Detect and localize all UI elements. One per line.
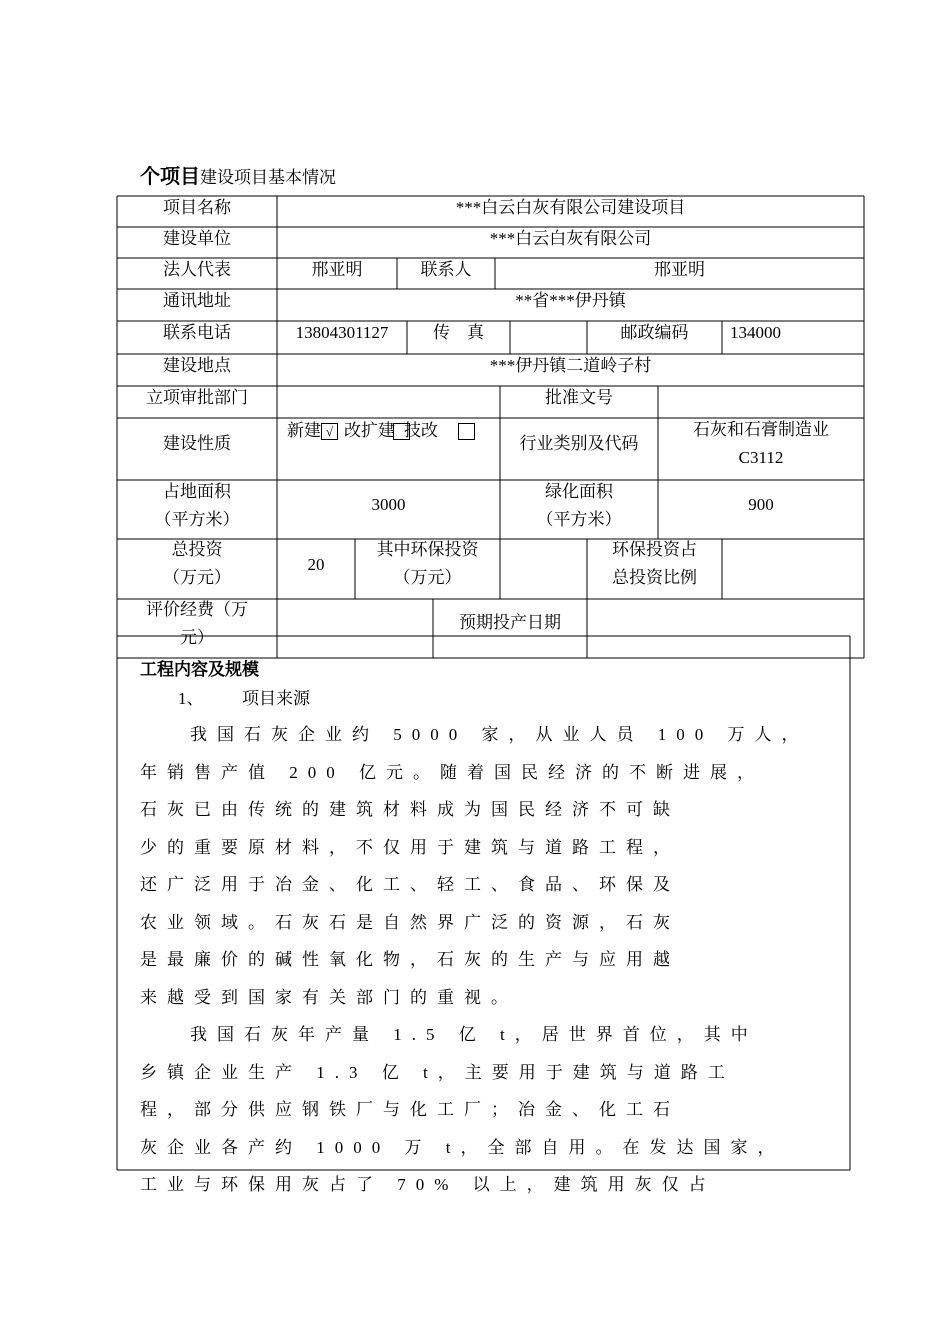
industry-name: 石灰和石膏制造业 [693,420,829,439]
paragraph-line: 来越受到国家有关部门的重视。 [140,987,518,1007]
industry-value [658,416,864,472]
land-area-label [117,478,277,534]
title-text: 建设项目基本情况 [200,168,336,187]
legal-rep-label: 法人代表 [163,259,231,279]
fee-label-2: 元） [180,628,214,647]
postcode-label: 邮政编码 [620,322,689,342]
project-name-label: 项目名称 [163,197,231,217]
paragraph-line: 农业领域。石灰石是自然界广泛的资源，石灰 [140,912,680,932]
fee-label-1: 评价经费（万 [146,600,248,619]
land-area-label-2: （平方米） [154,510,240,529]
fee-label [117,596,277,652]
production-date-value [587,599,864,651]
land-area-label-1: 占地面积 [163,482,231,501]
approval-doc-value [658,386,864,409]
postcode-value: 134000 [730,322,781,342]
green-area-label-2: （平方米） [536,510,622,529]
env-ratio-label-2: 总投资比例 [612,568,697,587]
paragraph-line: 我国石灰企业约 5000 家，从业人员 100 万人， [190,725,809,744]
option-tech-label: 技改 [404,421,438,440]
section-title: 工程内容及规模 [140,660,259,680]
phone-label: 联系电话 [163,322,231,342]
option-tech-checkbox[interactable] [458,423,475,440]
builder-label: 建设单位 [163,228,231,248]
paragraph-line: 是最廉价的碱性氧化物，石灰的生产与应用越 [140,950,680,969]
title-prefix: 个项目 [140,164,200,188]
paragraph-line: 石灰已由传统的建筑材料成为国民经济不可缺 [140,800,680,819]
land-area-value: 3000 [371,495,406,514]
green-area-value: 900 [748,495,774,514]
env-ratio-label [587,536,722,592]
paragraph-line: 年销售产值 200 亿元。随着国民经济的不断进展， [140,762,764,782]
subsection-number: 1、 [178,689,204,708]
investment-label [117,536,277,592]
production-date-label: 预期投产日期 [459,613,561,632]
fax-label: 传 真 [433,322,484,342]
option-expand-checkbox[interactable] [393,423,410,440]
site-label: 建设地点 [163,355,231,375]
paragraph-line: 灰企业各产约 1000 万 t，全部自用。在发达国家， [140,1137,785,1157]
investment-label-2: （万元） [163,568,231,587]
contact-value: 邢亚明 [654,259,705,279]
option-new-label: 新建 [287,421,321,440]
investment-label-1: 总投资 [171,540,223,559]
nature-label: 建设性质 [163,434,231,453]
env-investment-label-1: 其中环保投资 [376,540,479,559]
paragraph-line: 少的重要原材料，不仅用于建筑与道路工程， [140,837,680,857]
option-new-checkbox[interactable]: √ [321,423,338,440]
env-investment-value [500,539,587,591]
page-title [140,160,336,189]
green-area-label-1: 绿化面积 [545,482,613,501]
approval-doc-label: 批准文号 [545,387,613,407]
builder-value: ***白云白灰有限公司 [489,228,652,248]
address-value: **省***伊丹镇 [515,290,626,310]
project-name-value: ***白云白灰有限公司建设项目 [455,197,686,217]
paragraph-line: 工业与环保用灰占了 70% 以上，建筑用灰仅占 [140,1175,716,1194]
approval-value [277,386,500,409]
address-label: 通讯地址 [163,290,231,310]
nature-options [277,416,500,446]
env-ratio-value [722,539,864,591]
paragraph-2 [140,1016,830,1204]
approval-label: 立项审批部门 [146,387,248,407]
industry-label: 行业类别及代码 [519,434,639,453]
contact-label: 联系人 [420,259,472,279]
fax-value [510,321,587,344]
site-value: ***伊丹镇二道岭子村 [489,355,652,375]
subsection-heading [140,684,830,714]
subsection-title: 项目来源 [242,689,310,708]
paragraph-line: 程，部分供应钢铁厂与化工厂；冶金、化工石 [140,1100,680,1119]
env-investment-label-2: （万元） [393,568,462,587]
investment-value: 20 [307,555,325,574]
env-investment-label [355,536,500,592]
paragraph-line: 我国石灰年产量 1.5 亿 t，居世界首位，其中 [190,1025,758,1044]
project-content-section [140,656,830,1204]
env-ratio-label-1: 环保投资占 [612,540,697,559]
phone-value: 13804301127 [295,322,389,342]
green-area-label [500,478,658,534]
option-expand-label: 改扩建 [344,421,395,440]
paragraph-1 [140,716,830,1016]
industry-code: C3112 [738,448,784,467]
legal-rep-value: 邢亚明 [311,259,363,279]
paragraph-line: 乡镇企业生产 1.3 亿 t，主要用于建筑与道路工 [140,1062,735,1082]
paragraph-line: 还广泛用于冶金、化工、轻工、食品、环保及 [140,875,680,894]
fee-value [277,599,433,651]
